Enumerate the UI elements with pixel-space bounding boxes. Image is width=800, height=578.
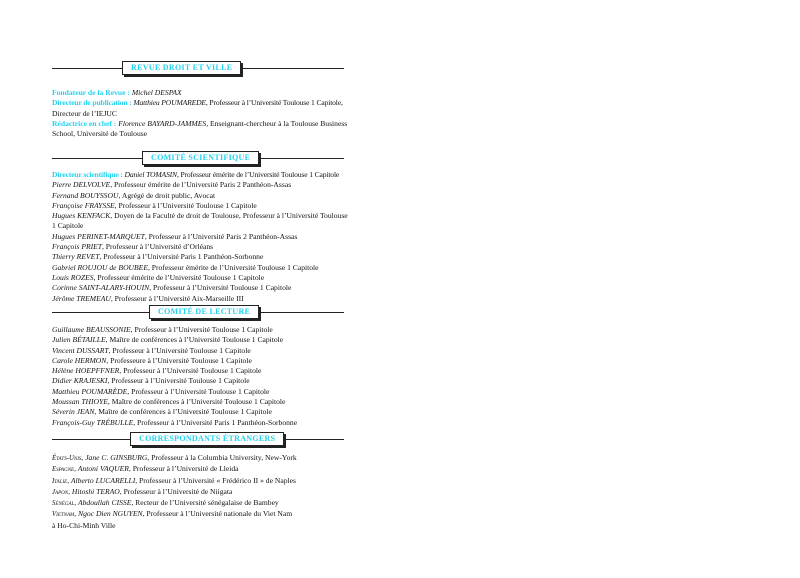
correspondant-name: Hitoshi TERAO xyxy=(71,486,120,496)
directeur-scientifique-name: Daniel TOMASIN xyxy=(124,170,177,179)
member-row xyxy=(52,263,348,273)
correspondant-desc: , Professeur à la Columbia University, New-York xyxy=(147,453,297,462)
fondateur-label: Fondateur de la Revue xyxy=(52,88,126,97)
member-name: Hugues PERINET-MARQUET xyxy=(52,231,145,241)
member-row xyxy=(52,335,348,345)
member-desc: , Maître de conférences à l’Université Toulouse 1 Capitole xyxy=(105,335,284,345)
member-row xyxy=(52,283,348,293)
correspondant-row xyxy=(52,476,348,487)
member-desc: , Professeur à l’Université Toulouse 1 Capitole xyxy=(130,325,273,334)
member-name: Louis ROZES xyxy=(52,272,94,282)
directeur-scientifique-label: Directeur scientifique xyxy=(52,170,119,179)
member-desc: , Professeur à l’Université Toulouse 1 Capitole xyxy=(119,366,262,376)
correspondant-country: Japon xyxy=(52,488,69,496)
comite-scientifique-heading: COMITÉ SCIENTIFIQUE xyxy=(142,151,259,165)
correspondant-row xyxy=(52,453,348,464)
correspondant-country: Espagne xyxy=(52,466,75,474)
correspondant-name: Alberto LUCARELLI xyxy=(70,475,136,485)
correspondant-name: Antoni VAQUER xyxy=(77,464,129,474)
member-row xyxy=(52,211,348,232)
member-row xyxy=(52,232,348,242)
member-row xyxy=(52,346,348,356)
redactrice-label: Rédactrice en chef xyxy=(52,118,112,128)
member-desc: , Professeur à l’Université Toulouse 1 Capitole xyxy=(108,345,251,355)
separator: , xyxy=(74,509,79,519)
member-row xyxy=(52,180,348,190)
separator: , xyxy=(67,475,71,485)
member-name: Julien BÉTAILLE xyxy=(52,335,106,345)
correspondants-list xyxy=(52,453,348,521)
member-row xyxy=(52,407,348,417)
member-desc: , Professeur à l’Université Aix-Marseille III xyxy=(110,293,244,303)
member-name: Thierry REVET xyxy=(52,252,100,262)
member-desc: , Professeur émérite de l’Université Toulouse 1 Capitole xyxy=(93,272,265,282)
correspondant-name: Jane C. GINSBURG xyxy=(85,453,148,462)
comite-lecture-list xyxy=(52,325,348,428)
comite-lecture-heading: COMITÉ DE LECTURE xyxy=(149,305,259,319)
member-name: Séverin JEAN xyxy=(52,407,95,417)
member-name: Corinne SAINT-ALARY-HOUIN xyxy=(52,283,150,293)
member-desc: , Professeur à l’Université Toulouse 1 Capitole xyxy=(107,376,250,386)
redactrice-desc: , Enseignant-chercheur à la Toulouse Business School, Université de Toulouse xyxy=(52,118,348,139)
comite-lecture-block xyxy=(52,325,348,428)
correspondants-header xyxy=(52,432,344,446)
member-name: Carole HERMON xyxy=(52,355,107,365)
comite-lecture-header xyxy=(52,305,344,319)
member-row xyxy=(52,325,348,335)
member-row xyxy=(52,376,348,386)
member-row xyxy=(52,191,348,201)
correspondant-country: Italie xyxy=(52,477,68,485)
correspondant-country: États-Unis xyxy=(52,455,82,462)
separator: , xyxy=(81,453,86,462)
member-desc: , Agrégé de droit public, Avocat xyxy=(118,190,216,200)
member-desc: , Doyen de la Faculté de droit de Toulouse, Professeur à l’Université Toulouse 1 Capitole xyxy=(52,211,348,231)
member-row xyxy=(52,366,348,376)
member-name: François-Guy TRÉBULLE xyxy=(52,417,134,427)
correspondant-desc: , Professeur à l’Université nationale du Viet Nam xyxy=(142,509,293,519)
correspondants-last-line: à Ho-Chi-Minh Ville xyxy=(52,520,116,530)
comite-scientifique-header xyxy=(52,151,344,165)
correspondant-name: Abdoullah CISSE xyxy=(77,498,132,508)
correspondant-name: Ngoc Dien NGUYEN xyxy=(78,509,143,519)
member-name: Guillaume BEAUSSONIE xyxy=(52,325,131,334)
member-name: François PRIET xyxy=(52,242,102,252)
member-desc: , Professeur à l’Université Paris 1 Panthéon-Sorbonne xyxy=(99,252,264,262)
comite-scientifique-block: Directeur scientifique : Daniel TOMASIN, Professeur émérite de l’Université Toulouse 1 Capitole Pierre DELVOLVE, Professeur émérite de l’Université Paris 2 Panthéon-Assas Fernand BOUYSSOU, Agrégé de droit public, Avocat Françoise FRAYSSE, Professeur à l’Université Toulouse 1 Capitole Hugues KENFACK, Doyen de la Faculté de droit de Toulouse, Professeur à l’Université Toulouse 1 Capitole Hugues PERINET-MARQUET, Professeur à l’Université Paris 2 Panthéon-Assas François PRIET, Professeur à l’Université d’Orléans Thierry REVET, Professeur à l’Université Paris 1 Panthéon-Sorbonne Gabriel ROUJOU de BOUBEE, Professeur émérite de l’Université Toulouse 1 Capitole Louis ROZES, Professeur émérite de l’Université Toulouse 1 Capitole Corinne SAINT-ALARY-HOUIN, Professeur à l’Université Toulouse 1 Capitole Jérôme TREMEAU, Professeur à l’Université Aix-Marseille III xyxy=(52,170,348,303)
directeur-desc: , Professeur à l’Université Toulouse 1 Capitole, xyxy=(205,98,343,108)
directeur-name: Matthieu POUMAREDE xyxy=(133,98,206,108)
member-row xyxy=(52,356,348,366)
correspondant-desc: , Recteur de l’Université sénégalaise de Bambey xyxy=(131,498,279,508)
member-desc: , Professeur à l’Université Toulouse 1 Capitole xyxy=(149,283,292,293)
member-name: Françoise FRAYSSE xyxy=(52,200,115,210)
correspondant-country: Sénégal xyxy=(52,500,75,508)
correspondant-desc: , Professeur à l’Université « Frédérico II » de Naples xyxy=(135,475,296,485)
separator: , xyxy=(68,486,72,496)
correspondant-row xyxy=(52,464,348,475)
member-desc: , Professeur à l’Université d’Orléans xyxy=(102,242,214,252)
member-name: Moussan THIOYE xyxy=(52,397,108,407)
revue-heading: REVUE DROIT ET VILLE xyxy=(122,61,241,75)
member-name: Hugues KENFACK xyxy=(52,211,111,221)
directeur-desc-2: Directeur de l’IEJUC xyxy=(52,108,117,118)
member-name: Gabriel ROUJOU de BOUBEE xyxy=(52,262,148,272)
member-desc: , Professeur émérite de l’Université Paris 2 Panthéon-Assas xyxy=(110,180,292,190)
member-desc: , Professeur à l’Université Toulouse 1 Capitole xyxy=(114,200,257,210)
member-row xyxy=(52,418,348,428)
member-name: Pierre DELVOLVE xyxy=(52,180,111,190)
member-row xyxy=(52,252,348,262)
directeur-label: Directeur de publication xyxy=(52,98,128,108)
revue-header xyxy=(52,61,344,75)
member-name: Didier KRAJESKI xyxy=(52,376,108,386)
correspondant-country: Vietnam xyxy=(52,511,75,519)
correspondant-row xyxy=(52,509,348,520)
correspondants-heading: CORRESPONDANTS ÉTRANGERS xyxy=(130,432,284,446)
correspondant-desc: , Professeur à l’Université de Niigata xyxy=(119,486,233,496)
revue-block: Fondateur de la Revue : Michel DESPAX Directeur de publication : Matthieu POUMAREDE, Professeur à l’Université Toulouse 1 Capitole, Directeur de l’IEJUC Rédactrice en chef : Florence BAYARD-JAMMES, Enseignant-chercheur à la Toulouse Business School, Université de Toulouse xyxy=(52,88,348,139)
member-name: Matthieu POUMARÈDE xyxy=(52,386,128,396)
member-name: Fernand BOUYSSOU xyxy=(52,190,119,200)
correspondant-row xyxy=(52,487,348,498)
member-name: Jérôme TREMEAU xyxy=(52,293,111,303)
member-name: Hélène HOEPFFNER xyxy=(52,366,120,376)
separator: , xyxy=(74,464,78,474)
member-desc: , Professeur à l’Université Paris 2 Panthéon-Assas xyxy=(144,231,298,241)
member-row xyxy=(52,387,348,397)
member-desc: , Maître de conférences à l’Université Toulouse 1 Capitole xyxy=(94,407,272,417)
comite-scientifique-list xyxy=(52,180,348,304)
separator: , xyxy=(74,498,78,508)
member-desc: , Professeur à l’Université Paris 1 Panthéon-Sorbonne xyxy=(133,417,298,427)
fondateur-name: Michel DESPAX xyxy=(131,88,182,97)
member-desc: , Professeure à l’Université Toulouse 1 Capitole xyxy=(106,355,252,365)
member-desc: , Professeur à l’Université Toulouse 1 Capitole xyxy=(127,386,270,396)
redactrice-name: Florence BAYARD-JAMMES xyxy=(118,118,207,128)
member-name: Vincent DUSSART xyxy=(52,345,109,355)
member-row xyxy=(52,201,348,211)
correspondant-row xyxy=(52,498,348,509)
correspondants-block xyxy=(52,453,348,531)
member-row xyxy=(52,294,348,304)
member-row xyxy=(52,397,348,407)
member-row xyxy=(52,273,348,283)
member-desc: , Professeur émérite de l’Université Toulouse 1 Capitole xyxy=(147,262,319,272)
member-row xyxy=(52,242,348,252)
correspondant-desc: , Professeur à l’Université de Lleida xyxy=(128,464,239,474)
member-desc: , Maître de conférences à l’Université Toulouse 1 Capitole xyxy=(107,397,286,407)
directeur-scientifique-desc: , Professeur émérite de l’Université Toulouse 1 Capitole xyxy=(176,170,340,179)
